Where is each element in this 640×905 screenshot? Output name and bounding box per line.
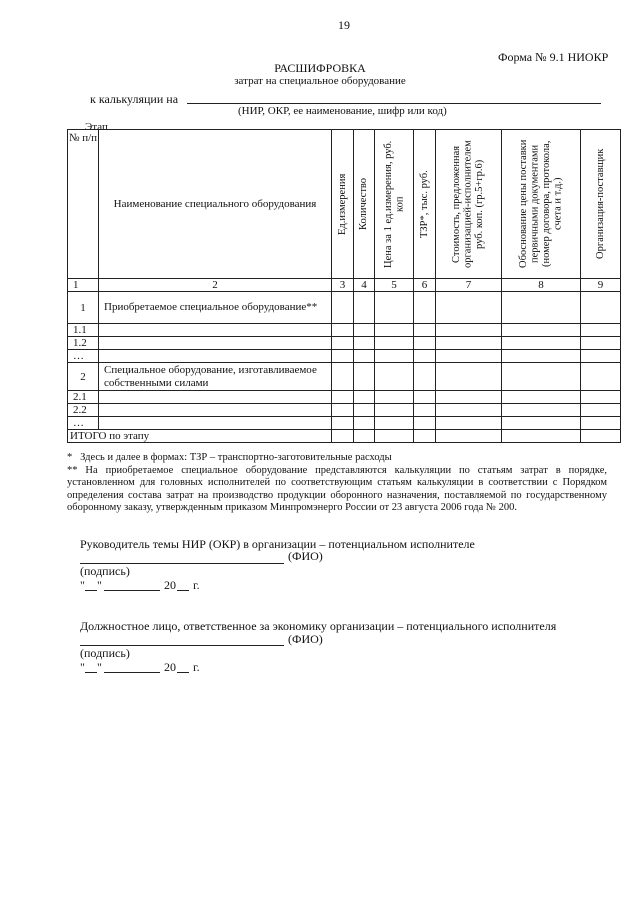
cell-tzr[interactable] [414,391,436,404]
cell-tzr[interactable] [414,363,436,391]
cell-supplier[interactable] [581,350,621,363]
cell-unit[interactable] [332,430,354,443]
table-row [68,417,621,430]
stage-label: Этап [85,121,108,133]
cell-unit[interactable] [332,337,354,350]
header-supplier: Организация-поставщик [581,130,621,279]
row-name[interactable] [99,324,332,337]
row-number: 1.2 [68,337,99,350]
sig1-date-q1: " [80,578,85,592]
sig2-date-q2: " [97,660,102,674]
cell-cost[interactable] [436,391,502,404]
footnotes [67,452,607,515]
sig2-year: 20 [164,660,176,674]
document-title: РАСШИФРОВКА [274,61,366,75]
form-code: Форма № 9.1 НИОКР [498,50,609,64]
cell-qty[interactable] [354,404,375,417]
cell-basis[interactable] [502,363,581,391]
row-name[interactable] [99,404,332,417]
col-number: 1 [68,279,99,292]
row-name[interactable] [99,350,332,363]
row-number: 1.1 [68,324,99,337]
cell-cost[interactable] [436,350,502,363]
cell-cost[interactable] [436,404,502,417]
cell-tzr[interactable] [414,417,436,430]
cell-tzr[interactable] [414,292,436,324]
header-unit: Ед.измерения [332,130,354,279]
sig1-year: 20 [164,578,176,592]
col-number: 7 [436,279,502,292]
cell-price[interactable] [375,324,414,337]
footnote-2: ** На приобретаемое специальное оборудование представляются калькуляции по статьям затрат в порядке, установленном для головных исполнителей по соответствующим статьям калькуляции в соответствии с Порядком определения состава затрат на производство продукции оборонного назначения, поставляемой по государственному оборонному заказу, утвержденным приказом Минпромэнерго России от 23 августа 2006 года № 200. [67,464,607,513]
calc-input-line[interactable] [187,103,601,104]
sig2-date-q1: " [80,660,85,674]
footnote-1: * Здесь и далее в формах: ТЗР – транспортно-заготовительные расходы [67,452,392,463]
cell-basis[interactable] [502,404,581,417]
sig2-month-line[interactable] [104,672,160,673]
cell-unit[interactable] [332,350,354,363]
sig1-date-q2: " [97,578,102,592]
cell-tzr[interactable] [414,430,436,443]
row-number: 1 [68,292,99,324]
cell-qty[interactable] [354,363,375,391]
sig1-podpis-label: (подпись) [80,564,130,578]
cell-supplier[interactable] [581,430,621,443]
cell-unit[interactable] [332,324,354,337]
sig2-year-line[interactable] [177,672,189,673]
sig1-fio-label: (ФИО) [288,549,323,563]
col-number: 6 [414,279,436,292]
cell-tzr[interactable] [414,337,436,350]
sig2-podpis-label: (подпись) [80,646,130,660]
header-qty: Количество [354,130,375,279]
row-number: … [68,417,99,430]
cell-cost[interactable] [436,292,502,324]
sig1-title: Руководитель темы НИР (ОКР) в организации – потенциальном исполнителе [80,537,475,551]
cell-price[interactable] [375,350,414,363]
row-name[interactable] [99,417,332,430]
cell-basis[interactable] [502,292,581,324]
cell-supplier[interactable] [581,324,621,337]
sig2-g: г. [193,660,200,674]
cell-price[interactable] [375,417,414,430]
cell-price[interactable] [375,337,414,350]
col-number: 2 [99,279,332,292]
row-name: Приобретаемое специальное оборудование** [99,292,332,324]
cell-qty[interactable] [354,337,375,350]
sig1-year-line[interactable] [177,590,189,591]
cell-basis[interactable] [502,350,581,363]
row-name: Специальное оборудование, изготавливаемое собственными силами [99,363,332,391]
cell-unit[interactable] [332,417,354,430]
cell-basis[interactable] [502,324,581,337]
total-row [68,430,621,443]
sig1-g: г. [193,578,200,592]
cell-qty[interactable] [354,391,375,404]
col-number: 3 [332,279,354,292]
col-number: 8 [502,279,581,292]
cell-unit[interactable] [332,363,354,391]
sig2-day-line[interactable] [85,672,97,673]
row-name[interactable] [99,337,332,350]
total-label: ИТОГО по этапу [68,430,332,443]
cell-cost[interactable] [436,324,502,337]
cell-basis[interactable] [502,337,581,350]
calc-label: к калькуляции на [90,92,179,106]
sig2-fio-label: (ФИО) [288,632,323,646]
cell-supplier[interactable] [581,363,621,391]
cell-qty[interactable] [354,324,375,337]
table-row [68,337,621,350]
cell-basis[interactable] [502,417,581,430]
cell-cost[interactable] [436,363,502,391]
row-name[interactable] [99,391,332,404]
cell-supplier[interactable] [581,292,621,324]
document-subtitle: затрат на специальное оборудование [234,75,406,87]
cell-tzr[interactable] [414,324,436,337]
header-price: Цена за 1 ед.измерения, руб. коп [375,130,414,279]
cell-supplier[interactable] [581,391,621,404]
cell-qty[interactable] [354,292,375,324]
cell-price[interactable] [375,363,414,391]
sig1-month-line[interactable] [104,590,160,591]
cell-qty[interactable] [354,417,375,430]
col-number: 4 [354,279,375,292]
row-number: 2 [68,363,99,391]
table-header-row [68,130,621,279]
cell-price[interactable] [375,391,414,404]
cell-price[interactable] [375,292,414,324]
cell-unit[interactable] [332,292,354,324]
cell-tzr[interactable] [414,350,436,363]
cell-supplier[interactable] [581,404,621,417]
sig1-day-line[interactable] [85,590,97,591]
header-tzr: ТЗР*, тыс. руб. [414,130,436,279]
cell-price[interactable] [375,430,414,443]
cell-cost[interactable] [436,417,502,430]
cell-basis[interactable] [502,430,581,443]
page-number: 19 [338,18,350,32]
cell-qty[interactable] [354,350,375,363]
equipment-table [67,129,621,443]
cell-tzr[interactable] [414,404,436,417]
table-row [68,324,621,337]
column-number-row [68,279,621,292]
header-cost: Стоимость, предложенная организацией-исполнителем руб. коп. (гр.5+гр.6) [436,130,502,279]
cell-supplier[interactable] [581,337,621,350]
cell-qty[interactable] [354,430,375,443]
col-number: 5 [375,279,414,292]
cell-unit[interactable] [332,391,354,404]
table-row [68,391,621,404]
table-row [68,363,621,391]
col-number: 9 [581,279,621,292]
table-row [68,350,621,363]
header-num: № п/п [68,130,99,279]
header-basis: Обоснование цены поставки первичными документами (номер договора, протокола, счета и т.д.) [502,130,581,279]
cell-price[interactable] [375,404,414,417]
cell-cost[interactable] [436,337,502,350]
cell-supplier[interactable] [581,417,621,430]
cell-cost[interactable] [436,430,502,443]
sig2-title: Должностное лицо, ответственное за экономику организации – потенциального исполнителя [80,619,557,633]
table-row [68,404,621,417]
cell-basis[interactable] [502,391,581,404]
row-number: 2.1 [68,391,99,404]
header-name: Наименование специального оборудования [99,130,332,279]
row-number: 2.2 [68,404,99,417]
cell-unit[interactable] [332,404,354,417]
calc-hint: (НИР, ОКР, ее наименование, шифр или код) [238,105,447,117]
table-row [68,292,621,324]
row-number: … [68,350,99,363]
